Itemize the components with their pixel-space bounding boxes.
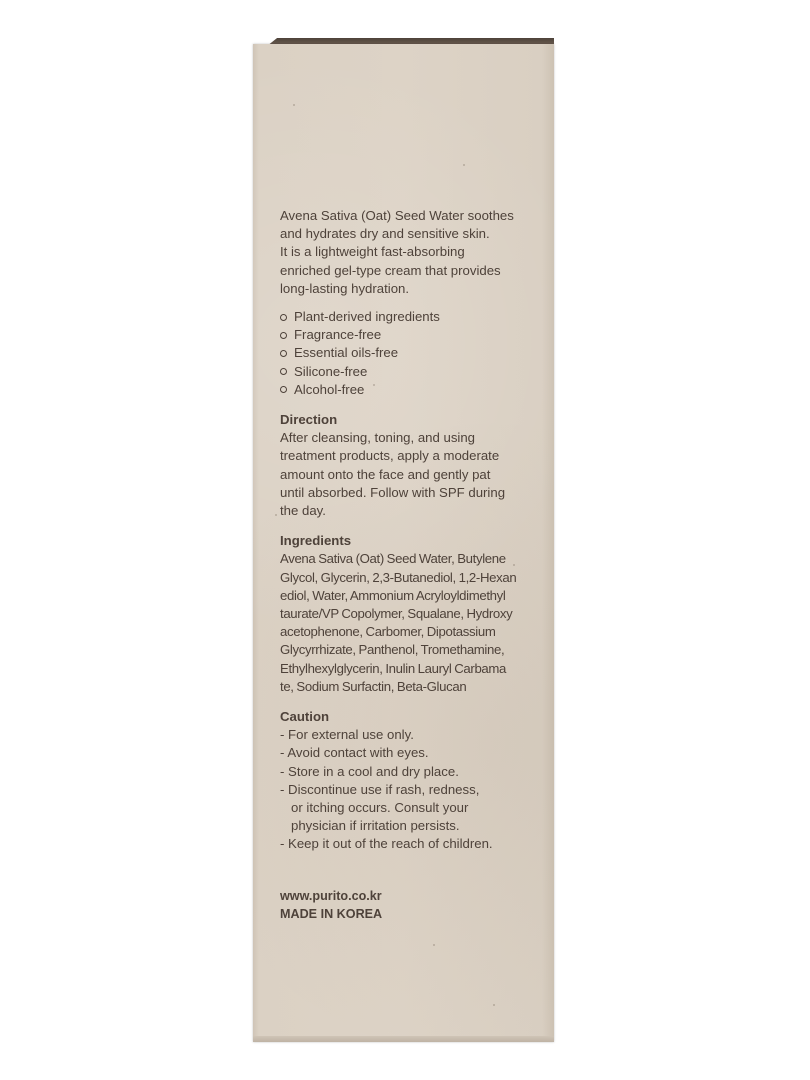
caution-list <box>280 726 542 853</box>
circle-bullet-icon <box>280 386 287 393</box>
ingredients-line: taurate/VP Copolymer, Squalane, Hydroxy <box>280 605 513 621</box>
caution-line: - For external use only. <box>280 727 414 743</box>
description-line: It is a lightweight fast-absorbing <box>280 244 465 260</box>
ingredients-text <box>280 550 542 696</box>
description-line: Avena Sativa (Oat) Seed Water soothes <box>280 208 514 223</box>
ingredients-line: Glycyrrhizate, Panthenol, Tromethamine, <box>280 642 505 658</box>
direction-line: the day. <box>280 502 326 518</box>
feature-list <box>280 308 542 399</box>
feature-label: Fragrance-free <box>294 327 382 343</box>
circle-bullet-icon <box>280 368 287 375</box>
ingredients-line: Glycol, Glycerin, 2,3-Butanediol, 1,2-Hexan <box>280 569 517 585</box>
direction-heading: Direction <box>280 411 338 427</box>
feature-label: Essential oils-free <box>294 345 399 361</box>
caution-line: - Store in a cool and dry place. <box>280 763 459 779</box>
ingredients-heading: Ingredients <box>280 533 352 549</box>
circle-bullet-icon <box>280 332 287 339</box>
feature-label: Alcohol-free <box>294 381 365 397</box>
direction-text <box>280 429 542 520</box>
feature-label: Plant-derived ingredients <box>294 309 440 325</box>
description-line: and hydrates dry and sensitive skin. <box>280 226 490 242</box>
caution-line: physician if irritation persists. <box>291 818 460 834</box>
caution-line: - Discontinue use if rash, redness, <box>280 781 480 797</box>
feature-item <box>280 381 542 399</box>
made-in-label: MADE IN KOREA <box>280 907 383 921</box>
ingredients-line: acetophenone, Carbomer, Dipotassium <box>280 624 496 640</box>
feature-item <box>280 308 542 326</box>
caution-line: or itching occurs. Consult your <box>291 800 469 816</box>
caution-line: - Avoid contact with eyes. <box>280 745 429 761</box>
caution-heading: Caution <box>280 709 330 724</box>
description-line: long-lasting hydration. <box>280 280 410 296</box>
feature-label: Silicone-free <box>294 363 368 379</box>
ingredients-line: Avena Sativa (Oat) Seed Water, Butylene <box>280 551 506 567</box>
website-url: www.purito.co.kr <box>280 889 382 903</box>
caution-line: - Keep it out of the reach of children. <box>280 836 493 852</box>
circle-bullet-icon <box>280 350 287 357</box>
direction-line: After cleansing, toning, and using <box>280 430 476 446</box>
ingredients-line: ediol, Water, Ammonium Acryloyldimethyl <box>280 587 506 603</box>
direction-line: amount onto the face and gently pat <box>280 466 491 482</box>
product-description <box>280 207 542 298</box>
feature-item <box>280 363 542 381</box>
feature-item <box>280 326 542 344</box>
direction-line: treatment products, apply a moderate <box>280 448 500 464</box>
ingredients-line: Ethylhexylglycerin, Inulin Lauryl Carbama <box>280 660 507 676</box>
circle-bullet-icon <box>280 314 287 321</box>
box-bottom-edge <box>253 1036 554 1042</box>
ingredients-line: te, Sodium Surfactin, Beta-Glucan <box>280 678 467 694</box>
box-printed-text <box>280 207 542 854</box>
description-line: enriched gel-type cream that provides <box>280 262 501 278</box>
feature-item <box>280 344 542 362</box>
box-footer <box>280 887 382 923</box>
direction-line: until absorbed. Follow with SPF during <box>280 484 506 500</box>
